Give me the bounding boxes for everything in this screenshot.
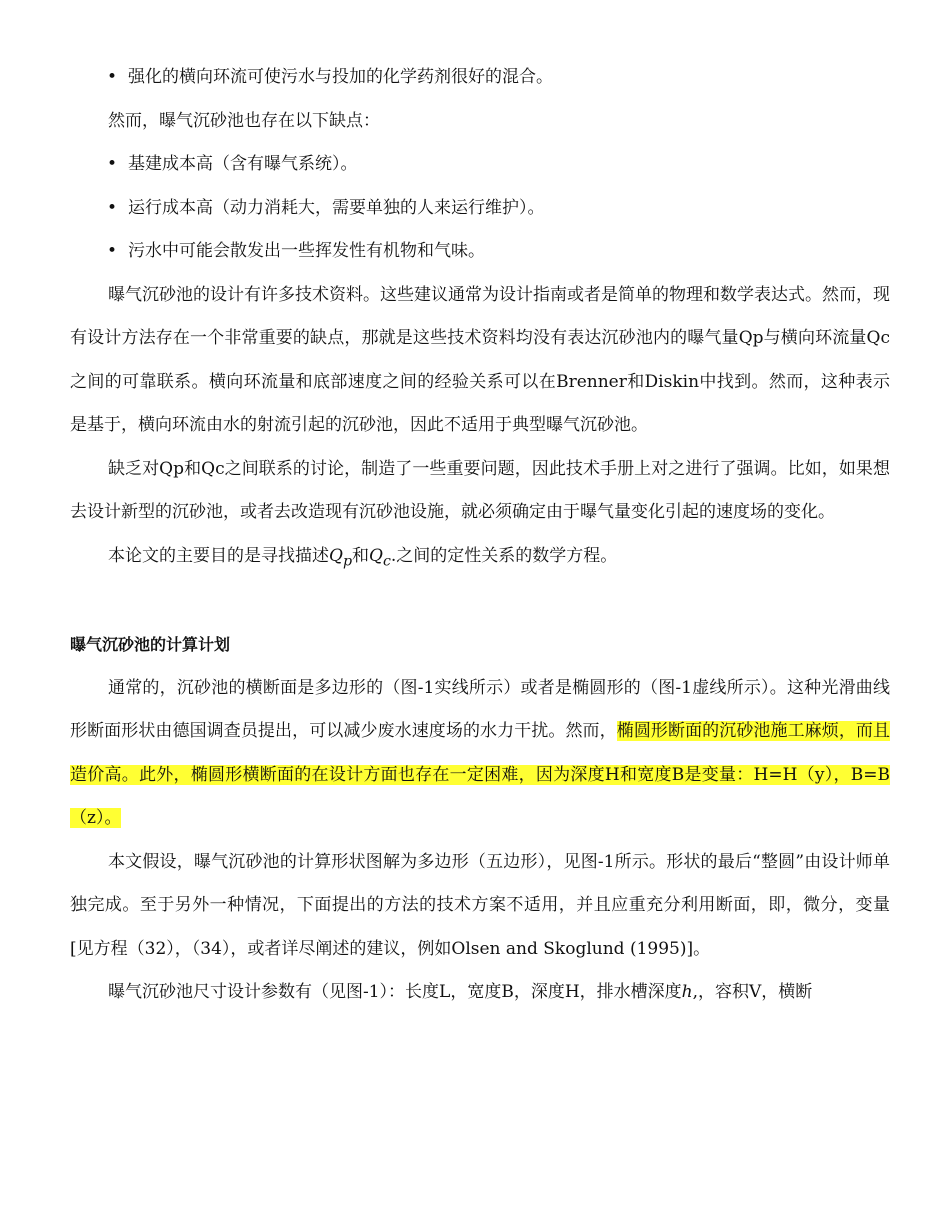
list-item	[70, 56, 890, 100]
bullet-dot: •	[107, 241, 118, 261]
list-item-text: 污水中可能会散发出一些挥发性有机物和气味。	[128, 241, 485, 261]
bullet-dot: •	[107, 154, 118, 174]
list-item	[70, 230, 890, 274]
paragraph: 缺乏对Qp和Qc之间联系的讨论，制造了一些重要问题，因此技术手册上对之进行了强调。比如，如果想去设计新型的沉砂池，或者去改造现有沉砂池设施，就必须确定由于曝气量变化引起的速度场的变化。	[70, 458, 890, 522]
paragraph: 本文假设，曝气沉砂池的计算形状图解为多边形（五边形），见图-1所示。形状的最后“整圆”由设计师单独完成。至于另外一种情况，下面提出的方法的技术方案不适用，并且应重充分利用断面，即，微分，变量[见方程（32），（34），或者详尽阐述的建议，例如Olsen and Skoglund (1995)]。	[70, 851, 890, 959]
paragraph: 曝气沉砂池的设计有许多技术资料。这些建议通常为设计指南或者是简单的物理和数学表达式。然而，现有设计方法存在一个非常重要的缺点，那就是这些技术资料均没有表达沉砂池内的曝气量Qp与横向环流量Qc之间的可靠联系。横向环流量和底部速度之间的经验关系可以在Brenner和Diskin中找到。然而，这种表示是基于，横向环流由水的射流引起的沉砂池，因此不适用于典型曝气沉砂池。	[70, 284, 890, 435]
list-item-text: 强化的横向环流可使污水与投加的化学药剂很好的混合。	[128, 67, 553, 87]
list-item-text: 基建成本高（含有曝气系统）。	[128, 154, 358, 174]
section-heading: 曝气沉砂池的计算计划	[70, 635, 231, 655]
list-item-text: 运行成本高（动力消耗大，需要单独的人来运行维护）。	[128, 197, 545, 218]
list-item	[70, 187, 890, 231]
paragraph: 通常的，沉砂池的横断面是多边形的（图-1实线所示）或者是椭圆形的（图-1虚线所示）。这种光滑曲线形断面形状由德国调查员提出，可以减少废水速度场的水力干扰。然而，椭圆形断面的沉砂池施工麻烦，而且造价高。此外，椭圆形横断面的在设计方面也存在一定困难，因为深度H和宽度B是变量：H=H（y），B=B（z）。	[70, 677, 891, 829]
paragraph: 本论文的主要目的是寻找描述$Q_p$和$Q_c$.之间的定性关系的数学方程。	[108, 545, 618, 569]
list-item	[70, 143, 890, 187]
bullet-dot: •	[107, 67, 118, 87]
disadvantages-intro: 然而，曝气沉砂池也存在以下缺点：	[108, 110, 380, 131]
paragraph: 曝气沉砂池尺寸设计参数有（见图-1）：长度L，宽度B，深度H，排水槽深度h,，容积V，横断	[108, 982, 813, 1003]
highlighted-text: 椭圆形断面的沉砂池施工麻烦，而且造价高。此外，椭圆形横断面的在设计方面也存在一定困难，因为深度H和宽度B是变量：H=H（y），B=B（z）。	[70, 721, 891, 829]
document-page	[70, 56, 890, 1015]
bullet-dot: •	[107, 197, 118, 218]
section-gap	[70, 583, 890, 623]
